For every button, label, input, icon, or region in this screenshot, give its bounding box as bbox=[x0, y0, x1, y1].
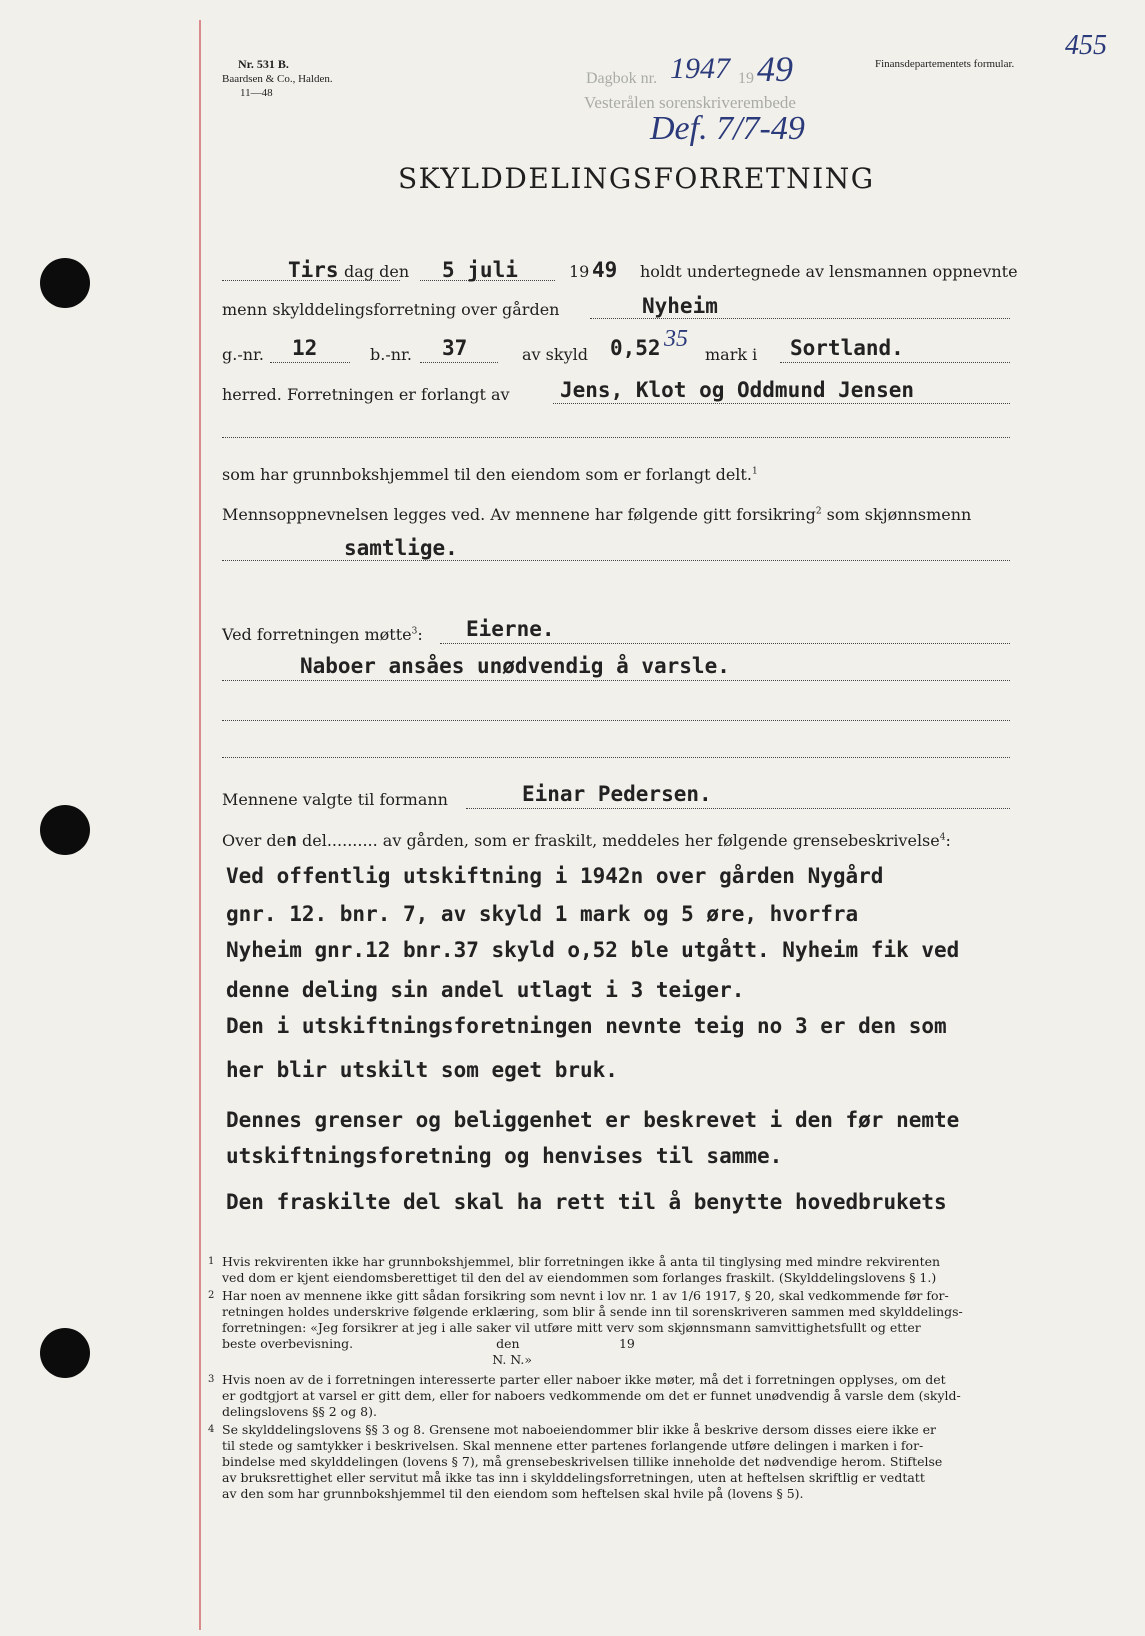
attendees: Eierne. bbox=[466, 617, 555, 641]
punch-hole-top bbox=[40, 258, 90, 308]
body-line: Den fraskilte del skal ha rett til å benytte hovedbrukets bbox=[226, 1190, 947, 1214]
label-skyld: av skyld bbox=[522, 345, 588, 364]
body-line: her blir utskilt som eget bruk. bbox=[226, 1058, 618, 1082]
punch-hole-bottom bbox=[40, 1328, 90, 1378]
print-date: 11—48 bbox=[240, 87, 273, 99]
stamp-office: Vesterålen sorenskriverembede bbox=[584, 93, 796, 112]
ministry-form: Finansdepartementets formular. bbox=[875, 58, 1015, 70]
requesters: Jens, Klot og Oddmund Jensen bbox=[560, 378, 915, 402]
document-title: SKYLDDELINGSFORRETNING bbox=[398, 162, 875, 195]
body-line: Ved offentlig utskiftning i 1942n over gården Nygård bbox=[226, 864, 884, 888]
label-dag-den: dag den bbox=[344, 262, 410, 281]
skyld-value: 0,52 bbox=[610, 336, 661, 360]
page-number: 455 bbox=[1065, 30, 1107, 61]
footnote-2: 2 Har noen av mennene ikke gitt sådan forsikring som nevnt i lov nr. 1 av 1/6 1917, § 20, skal vedkommende før for- retningen holdes underskrive følgende erklæring, som blir å sende inn til sorenskriveren sammen med skylddelings- forretningen: «Jeg forsikrer at jeg i alle saker vil utføre mitt verv som skjønnsmann samvittighetsfullt og etter beste overbevisning. den 19 N. N.» bbox=[208, 1288, 963, 1367]
body-line: Nyheim gnr.12 bnr.37 skyld o,52 ble utgått. Nyheim fik ved bbox=[226, 938, 960, 962]
gnr-value: 12 bbox=[292, 336, 318, 360]
dagbok-number: 1947 bbox=[670, 52, 730, 85]
registered-date: Def. 7/7-49 bbox=[650, 110, 805, 147]
footnote-3: 3 Hvis noen av de i forretningen interesserte parter eller naboer ikke møter, må det i forretningen opplyses, om det er godtgjort at varsel er gitt dem, eller for naboers vedkommende om det er funnet unødvendig å varsle dem (skyld- delingslovens §§ 2 og 8). bbox=[208, 1372, 961, 1419]
date-value: 5 juli bbox=[442, 258, 518, 282]
body-line: gnr. 12. bnr. 7, av skyld 1 mark og 5 øre, hvorfra bbox=[226, 902, 859, 926]
weekday-value: Tirs bbox=[288, 258, 339, 282]
form-number: Nr. 531 B. bbox=[238, 57, 289, 71]
stamp-dagbok-label: Dagbok nr. bbox=[586, 70, 658, 87]
text-line-6: Mennsoppnevnelsen legges ved. Av mennene har følgende gitt forsikring$^2$ som skjønnsmenn bbox=[222, 505, 972, 524]
farm-name: Nyheim bbox=[642, 294, 718, 318]
printer-name: Baardsen & Co., Halden. bbox=[222, 73, 333, 85]
text-line-5: som har grunnbokshjemmel til den eiendom som er forlangt delt.$^1$ bbox=[222, 465, 758, 484]
text-line-4: herred. Forretningen er forlangt av bbox=[222, 385, 510, 404]
chairman-name: Einar Pedersen. bbox=[522, 782, 712, 806]
bnr-value: 37 bbox=[442, 336, 468, 360]
text-line-2: menn skylddelingsforretning over gården bbox=[222, 300, 560, 319]
body-line: utskiftningsforetning og henvises til samme. bbox=[226, 1144, 783, 1168]
municipality: Sortland. bbox=[790, 336, 904, 360]
skyld-note: 35 bbox=[664, 326, 688, 352]
stamp-year-prefix: 19 bbox=[738, 70, 754, 87]
footnote-4: 4 Se skylddelingslovens §§ 3 og 8. Grensene mot naboeiendommer blir ikke å beskrive dersom disses eiere ikke er til stede og samtykker i beskrivelsen. Skal mennene etter partenes forlangende utføre delingen i marken i for- bindelse med skylddelingen (lovens § 7), må grensebeskrivelsen tillike inneholde det nødvendige herom. Stiftelse av bruksrettighet eller servitut må ikke tas inn i skylddelingsforretningen, uten at heftelsen skriftlig er vedtatt av den som har grunnbokshjemmel til den eiendom som heftelsen skal hvile på (lovens § 5). bbox=[208, 1422, 943, 1501]
text-line-8: Mennene valgte til formann bbox=[222, 790, 448, 809]
text-line-7: Ved forretningen møtte$^3$: bbox=[222, 625, 423, 644]
label-bnr: b.-nr. bbox=[370, 345, 413, 364]
footnote-1: 1 Hvis rekvirenten ikke har grunnbokshjemmel, blir forretningen ikke å anta til tinglysing med mindre rekvirenten ved dom er kjent eiendomsberettiget til den del av eiendommen som forlanges fraskilt. (Skylddelingslovens § 1.) bbox=[208, 1254, 941, 1285]
body-line: Den i utskiftningsforetningen nevnte teig no 3 er den som bbox=[226, 1014, 947, 1038]
dagbok-year: 49 bbox=[757, 49, 793, 89]
insured-men: samtlige. bbox=[344, 536, 458, 560]
body-line: denne deling sin andel utlagt i 3 teiger. bbox=[226, 978, 745, 1002]
text-line-1: holdt undertegnede av lensmannen oppnevnte bbox=[640, 262, 1018, 281]
text-line-9: Over den del.......... av gården, som er fraskilt, meddeles her følgende grensebeskrivelse$^4$: bbox=[222, 830, 951, 851]
year-value: 49 bbox=[592, 258, 618, 282]
punch-hole-middle bbox=[40, 805, 90, 855]
label-gnr: g.-nr. bbox=[222, 345, 265, 364]
label-19: 19 bbox=[569, 262, 590, 281]
body-line: Dennes grenser og beliggenhet er beskrevet i den før nemte bbox=[226, 1108, 960, 1132]
neighbours-note: Naboer ansåes unødvendig å varsle. bbox=[300, 654, 730, 678]
margin-line bbox=[199, 20, 201, 1630]
label-mark-i: mark i bbox=[705, 345, 758, 364]
